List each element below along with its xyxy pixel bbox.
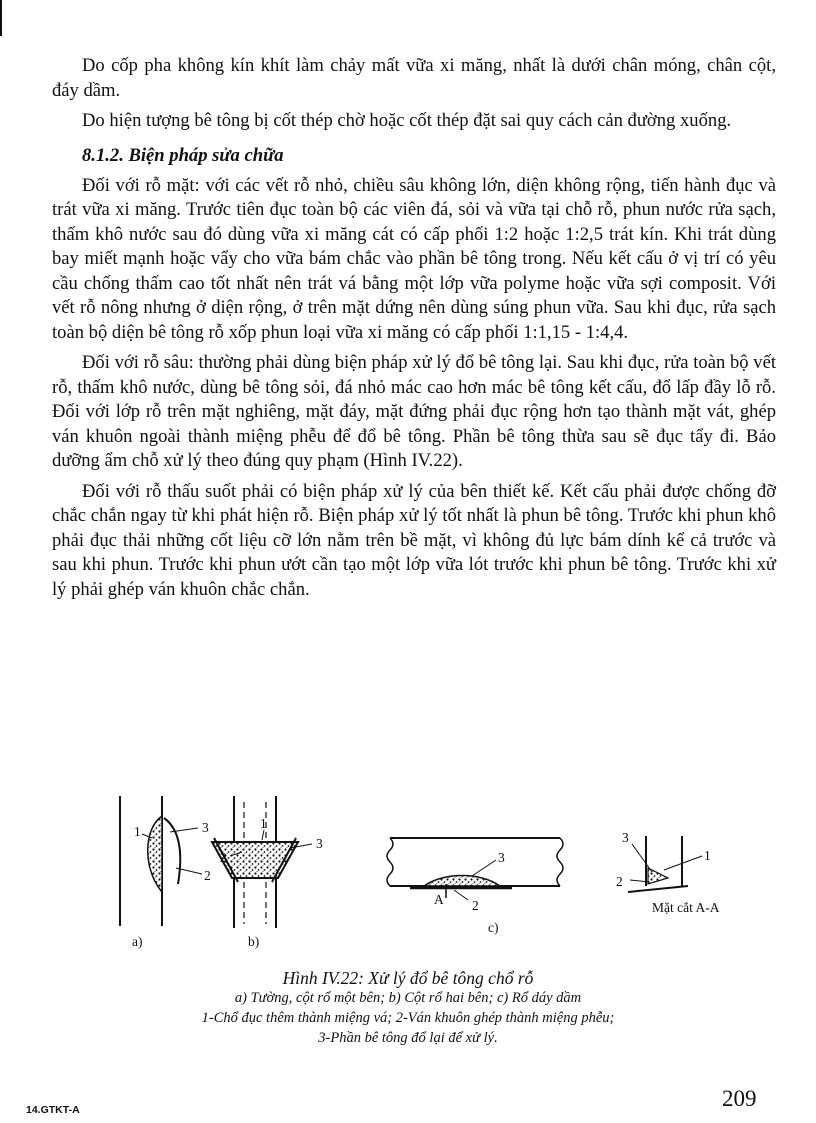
paragraph: Đối với rỗ thấu suốt phải có biện pháp xử lý của bên thiết kế. Kết cấu phải được chống đỡ chắc chắn ngay từ khi phát hiện rỗ. Biện pháp xử lý tốt nhất là phun bê tông. Trước khi phun khô phải đục thải những cốt liệu cỡ lớn nằm trên bề mặt, vì không đủ lực bám dính kể cả trước và sau khi phun. Trước khi phun ướt cần tạo một lớp vữa lót trước khi phun bê tông. Trước khi xử lý phải ghép ván khuôn chắc chắn. <box>52 480 776 600</box>
footer-code: 14.GTKT-A <box>26 1104 80 1116</box>
section-caption: Mặt cắt A-A <box>652 900 720 915</box>
figure-iv-22 <box>92 788 782 968</box>
subfigure-label-c: c) <box>488 920 499 935</box>
caption-line: 3-Phần bê tông đổ lại để xử lý. <box>318 1030 498 1046</box>
label-a-3: 3 <box>202 820 209 835</box>
paragraph: Do hiện tượng bê tông bị cốt thép chờ hoặc cốt thép đặt sai quy cách cản đường xuống. <box>82 110 732 131</box>
label-d-2: 2 <box>616 874 623 889</box>
label-d-1: 1 <box>704 848 711 863</box>
label-c-A: A <box>434 892 444 907</box>
paragraph: Đối với rỗ mặt: với các vết rỗ nhỏ, chiều sâu không lớn, diện không rộng, tiến hành đục và trát vữa xi măng. Trước tiên đục toàn bộ các viên đá, sỏi và vữa tại chỗ rỗ, phun nước rửa sạch, thấm khô nước sau đó dùng vữa xi măng cát có cấp phối 1:2 hoặc 1:2,5 trát kín. Khi trát dùng bay miết mạnh hoặc vẩy cho vữa bám chắc vào phần bê tông trong. Nếu kết cấu ở vị trí có yêu cầu chống thấm cao tốt nhất nên trát vá bằng một lớp vữa polyme hoặc vữa sợi composit. Với vết rỗ nông nhưng ở diện rộng, ở trên mặt dứng nên dùng súng phun vữa. Sau khi đục, rửa sạch toàn bộ diện bê tông rỗ xốp phun loại vữa xi măng có cấp phối 1:1,15 - 1:4,4. <box>52 174 776 343</box>
figure-caption <box>40 968 776 1048</box>
diagram-section-a-a <box>628 836 702 892</box>
label-c-2: 2 <box>472 898 479 913</box>
section-heading: 8.1.2. Biện pháp sửa chữa <box>82 144 284 166</box>
label-b-3: 3 <box>316 836 323 851</box>
caption-line: a) Tường, cột rổ một bên; b) Cột rổ hai bên; c) Rổ dáy dầm <box>234 990 582 1006</box>
label-c-3: 3 <box>498 850 505 865</box>
label-a-1: 1 <box>134 824 141 839</box>
label-b-2: 2 <box>220 850 227 865</box>
paragraph: Đối với rỗ sâu: thường phải dùng biện pháp xử lý đổ bê tông lại. Sau khi đục, rửa toàn bộ vết rỗ, thấm khô nước, dùng bê tông sỏi, đá nhỏ mác cao hơn mác bê tông kết cấu, đổ lấp đầy lỗ rỗ. Đối với lớp rỗ trên mặt nghiêng, mặt đáy, mặt đứng phải đục rộng hơn tạo thành mặt vát, ghép ván khuôn ngoài thành miệng phễu để đổ bê tông. Phần bê tông thừa sau sẽ đục tẩy đi. Bảo dưỡng ẩm chỗ xử lý theo đúng quy phạm (Hình IV.22). <box>52 352 776 471</box>
diagram-a <box>120 796 202 926</box>
body-text <box>52 54 776 608</box>
subfigure-label-b: b) <box>248 934 260 949</box>
label-b-1: 1 <box>260 816 267 831</box>
label-a-2: 2 <box>204 868 211 883</box>
page-edge-mark <box>0 0 2 36</box>
caption-line: 1-Chổ đục thêm thành miệng vá; 2-Ván khuôn ghép thành miệng phễu; <box>201 1010 615 1026</box>
paragraph: Do cốp pha không kín khít làm chảy mất vữa xi măng, nhất là dưới chân móng, chân cột, đáy dầm. <box>52 55 776 101</box>
caption-title: Hình IV.22: Xử lý đổ bê tông chổ rỗ <box>282 968 534 988</box>
subfigure-label-a: a) <box>132 934 143 949</box>
label-d-3: 3 <box>622 830 629 845</box>
figure-drawing <box>92 788 782 968</box>
diagram-c <box>387 838 563 900</box>
page-number: 209 <box>722 1086 757 1111</box>
